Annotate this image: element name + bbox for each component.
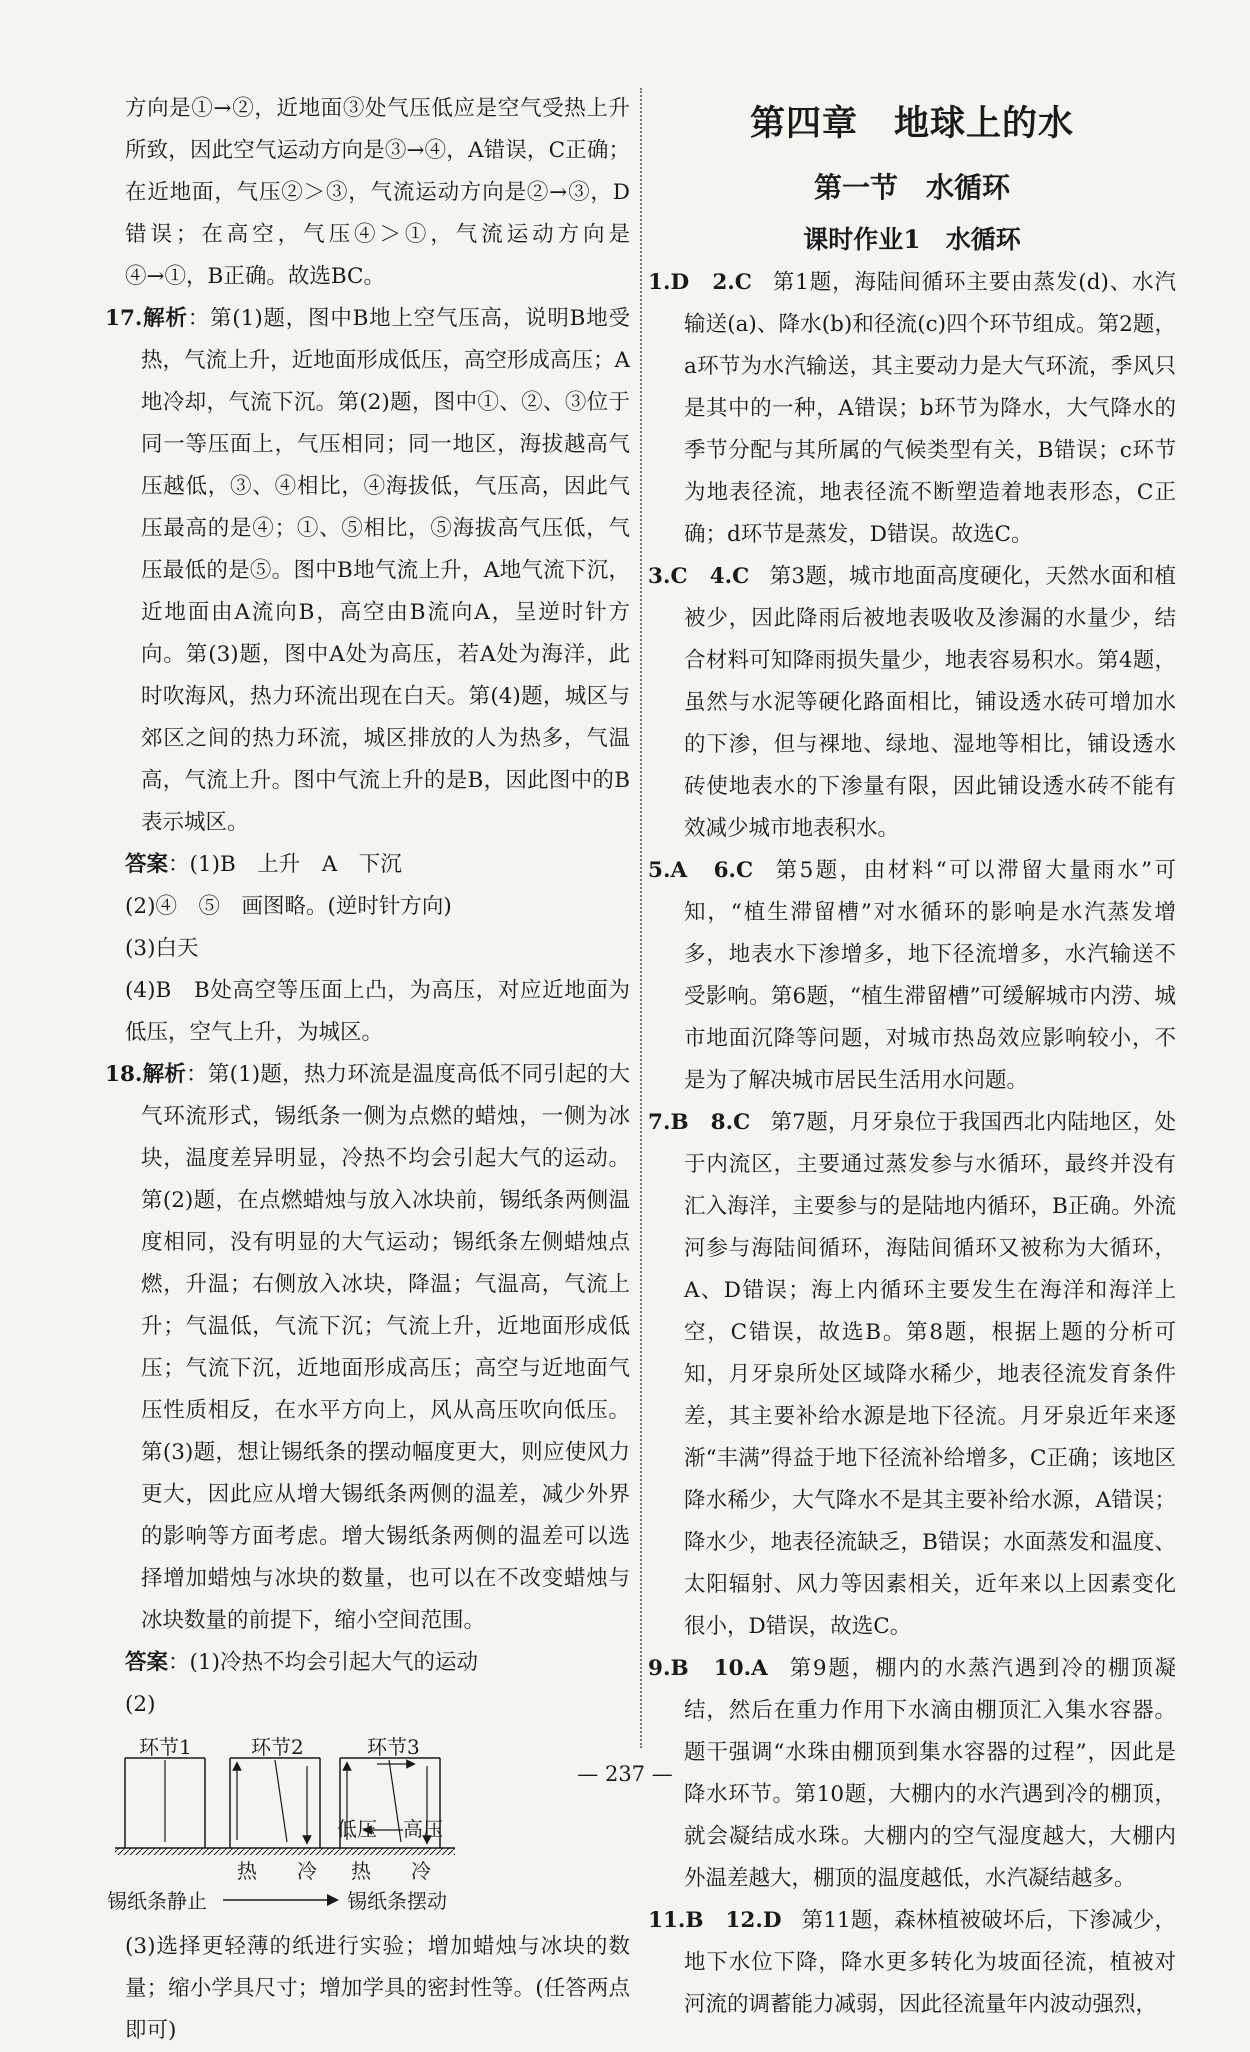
answer-item bbox=[648, 556, 1176, 850]
left-column bbox=[105, 88, 630, 2052]
cold-label-stage3: 冷 bbox=[411, 1859, 431, 1883]
page-number: — 237 — bbox=[577, 1762, 673, 1786]
answer-numbers: 7.B 8.C bbox=[648, 1110, 751, 1135]
stage-3-label: 环节3 bbox=[367, 1735, 420, 1759]
q18-number: 18. bbox=[105, 1062, 143, 1087]
answer-text: 第3题，城市地面高度硬化，天然水面和植被少，因此降雨后被地表吸收及渗漏的水量少，结合材料可知降雨损失量少，地表容易积水。第4题，虽然与水泥等硬化路面相比，铺设透水砖可增加水的下渗，但与裸地、绿地、湿地等相比，铺设透水砖使地表水的下渗量有限，因此铺设透水砖不能有效减少城市地表积水。 bbox=[684, 564, 1176, 841]
answer-text: 第11题，森林植被破坏后，下渗减少，地下水位下降，降水更多转化为坡面径流，植被对河流的调蓄能力减弱，因此径流量年内波动强烈， bbox=[684, 1908, 1176, 2017]
q18-answer-1: 答案：(1)冷热不均会引起大气的运动 bbox=[125, 1650, 478, 1675]
q17-answer-1: 答案：(1)B 上升 A 下沉 bbox=[125, 852, 402, 877]
q18-analysis-text: ：第(1)题，热力环流是温度高低不同引起的大气环流形式，锡纸条一侧为点燃的蜡烛，一侧为冰块，温度差异明显，冷热不均会引起大气的运动。第(2)题，在点燃蜡烛与放入冰块前，锡纸条两侧温度相同，没有明显的大气运动；锡纸条左侧蜡烛点燃，升温；右侧放入冰块，降温；气温高，气流上升；气温低，气流下沉；气流上升，近地面形成低压；气流下沉，近地面形成高压；高空与近地面气压性质相反，在水平方向上，风从高压吹向低压。第(3)题，想让锡纸条的摆动幅度更大，则应使风力更大，因此应从增大锡纸条两侧的温差，减少外界的影响等方面考虑。增大锡纸条两侧的温差可以选择增加蜡烛与冰块的数量，也可以在不改变蜡烛与冰块数量的前提下，缩小空间范围。 bbox=[141, 1062, 630, 1633]
hot-label-stage2: 热 bbox=[237, 1859, 257, 1883]
q17-analysis bbox=[105, 298, 630, 844]
answer-numbers: 11.B 12.D bbox=[648, 1908, 782, 1933]
answer-item bbox=[648, 850, 1176, 1102]
foil-still-label: 锡纸条静止 bbox=[107, 1889, 207, 1913]
column-divider bbox=[640, 88, 642, 1748]
q18-answer-3: (3)选择更轻薄的纸进行实验；增加蜡烛与冰块的数量；缩小学具尺寸；增加学具的密封性等。(任答两点即可) bbox=[125, 1934, 630, 2043]
answer-numbers: 1.D 2.C bbox=[648, 270, 752, 295]
section-title: 第一节 水循环 bbox=[813, 171, 1010, 204]
answer-item bbox=[648, 1102, 1176, 1648]
foil-swing-label: 锡纸条摆动 bbox=[347, 1889, 447, 1913]
answer-numbers: 5.A 6.C bbox=[648, 858, 754, 883]
q17-analysis-label: 解析 bbox=[142, 306, 188, 331]
answer-numbers: 9.B 10.A bbox=[648, 1656, 768, 1681]
q17-number: 17. bbox=[105, 306, 143, 331]
answer-item bbox=[648, 1900, 1176, 2026]
q17-analysis-text: ：第(1)题，图中B地上空气压高，说明B地受热，气流上升，近地面形成低压，高空形成高压；A地冷却，气流下沉。第(2)题，图中①、②、③位于同一等压面上，气压相同；同一地区，海拔越高气压越低，③、④相比，④海拔低，气压高，因此气压最高的是④；①、⑤相比，⑤海拔高气压低，气压最低的是⑤。图中B地气流上升，A地气流下沉，近地面由A流向B，高空由B流向A，呈逆时针方向。第(3)题，图中A处为高压，若A处为海洋，此时吹海风，热力环流出现在白天。第(4)题，城区与郊区之间的热力环流，城区排放的人为热多，气温高，气流上升。图中气流上升的是B，因此图中的B表示城区。 bbox=[141, 306, 630, 835]
chapter-title: 第四章 地球上的水 bbox=[749, 103, 1074, 144]
answer-text: 第7题，月牙泉位于我国西北内陆地区，处于内流区，主要通过蒸发参与水循环，最终并没有汇入海洋，主要参与的是陆地内循环，B正确。外流河参与海陆间循环，海陆间循环又被称为大循环，A、D错误；海上内循环主要发生在海洋和海洋上空，C错误，故选B。第8题，根据上题的分析可知，月牙泉所处区域降水稀少，地表径流发育条件差，其主要补给水源是地下径流。月牙泉近年来逐渐“丰满”得益于地下径流补给增多，C正确；该地区降水稀少，大气降水不是其主要补给水源，A错误；降水少，地表径流缺乏，B错误；水面蒸发和温度、太阳辐射、风力等因素相关，近年来以上因素变化很小，D错误，故选C。 bbox=[684, 1110, 1176, 1639]
answer-item bbox=[648, 262, 1176, 556]
low-pressure-label: 低压 bbox=[337, 1817, 377, 1841]
q16-continuation: 方向是①→②，近地面③处气压低应是空气受热上升所致，因此空气运动方向是③→④，A错误，C正确；在近地面，气压②＞③，气流运动方向是②→③，D错误；在高空，气压④＞①，气流运动方向是④→①，B正确。故选BC。 bbox=[125, 96, 630, 289]
thermal-circulation-diagram bbox=[105, 1730, 630, 1920]
high-pressure-label: 高压 bbox=[403, 1817, 443, 1841]
q18-answer-2: (2) bbox=[125, 1692, 156, 1717]
stage-1-label: 环节1 bbox=[139, 1735, 192, 1759]
cold-label-stage2: 冷 bbox=[297, 1859, 317, 1883]
q17-answer-label: 答案 bbox=[125, 852, 169, 877]
hot-label-stage3: 热 bbox=[351, 1859, 371, 1883]
lesson-title: 课时作业1 水循环 bbox=[803, 225, 1021, 254]
q17-answer-2: (2)④ ⑤ 画图略。(逆时针方向) bbox=[125, 894, 452, 919]
q18-analysis-label: 解析 bbox=[142, 1062, 187, 1087]
q17-answer-3: (3)白天 bbox=[125, 936, 199, 961]
q17-answer-4: (4)B B处高空等压面上凸，为高压，对应近地面为低压，空气上升，为城区。 bbox=[125, 978, 630, 1045]
right-column bbox=[648, 88, 1176, 2026]
answer-text: 第1题，海陆间循环主要由蒸发(d)、水汽输送(a)、降水(b)和径流(c)四个环节组成。第2题，a环节为水汽输送，其主要动力是大气环流，季风只是其中的一种，A错误；b环节为降水，大气降水的季节分配与其所属的气候类型有关，B错误；c环节为地表径流，地表径流不断塑造着地表形态，C正确；d环节是蒸发，D错误。故选C。 bbox=[684, 270, 1176, 547]
answer-numbers: 3.C 4.C bbox=[648, 564, 750, 589]
q18-analysis bbox=[105, 1054, 630, 1642]
answer-text: 第5题，由材料“可以滞留大量雨水”可知，“植生滞留槽”对水循环的影响是水汽蒸发增多，地表水下渗增多，地下径流增多，水汽输送不受影响。第6题，“植生滞留槽”可缓解城市内涝、城市地面沉降等问题，对城市热岛效应影响较小，不是为了解决城市居民生活用水问题。 bbox=[684, 858, 1176, 1093]
q18-answer-label: 答案 bbox=[125, 1650, 169, 1675]
answer-text: 第9题，棚内的水蒸汽遇到冷的棚顶凝结，然后在重力作用下水滴由棚顶汇入集水容器。题干强调“水珠由棚顶到集水容器的过程”，因此是降水环节。第10题，大棚内的水汽遇到冷的棚顶，就会凝结成水珠。大棚内的空气湿度越大，大棚内外温差越大，棚顶的温度越低，水汽凝结越多。 bbox=[684, 1656, 1176, 1891]
stage-2-label: 环节2 bbox=[251, 1735, 304, 1759]
